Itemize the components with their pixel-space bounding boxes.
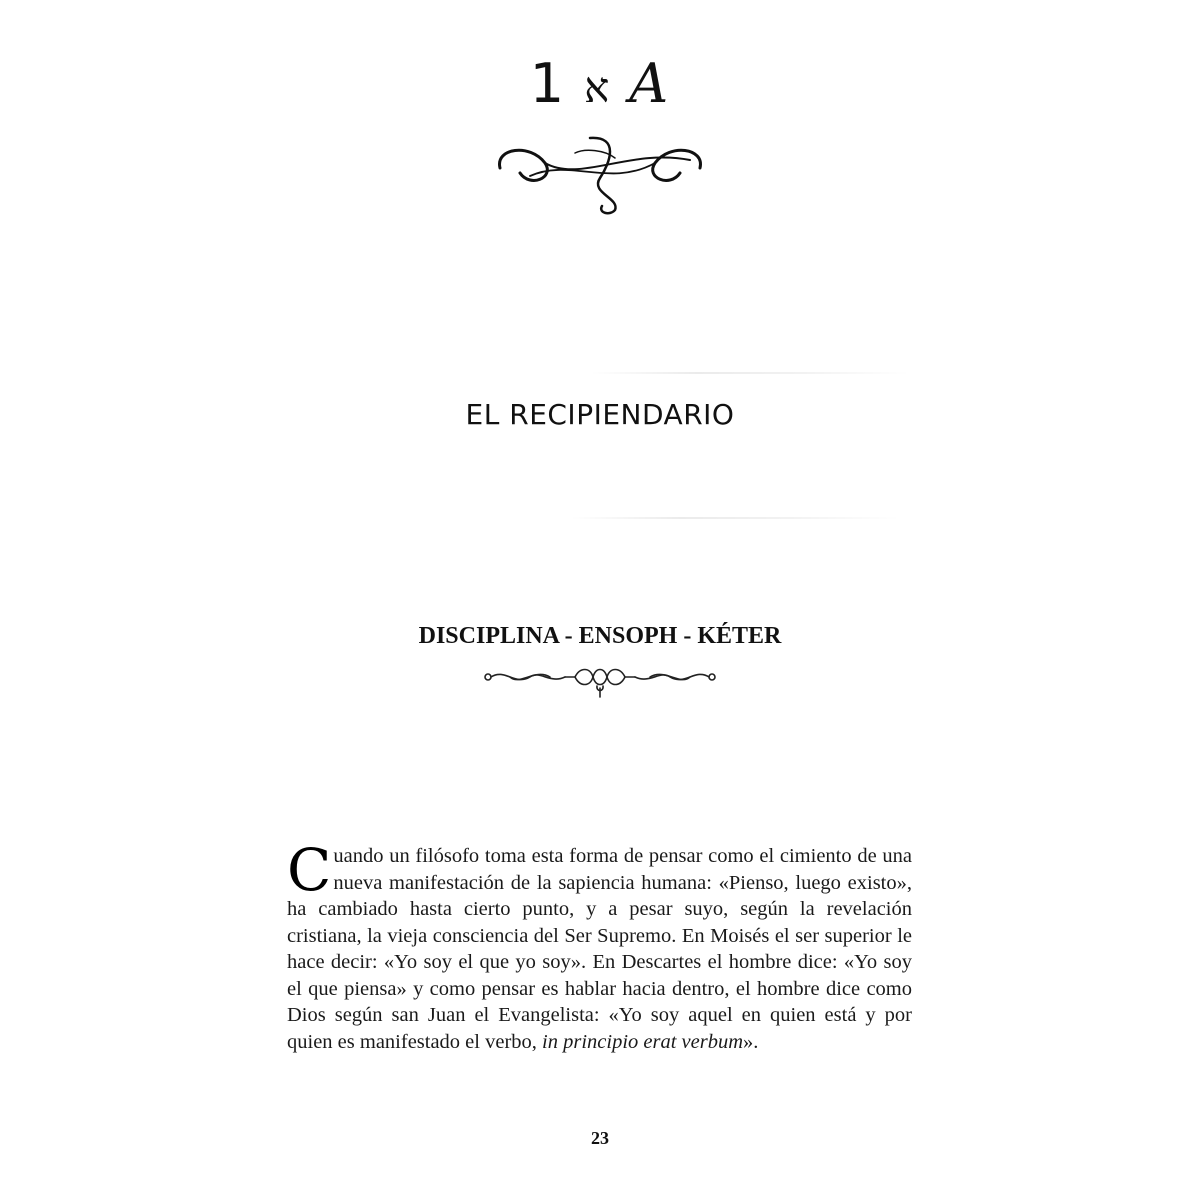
body-text-end: ». bbox=[743, 1030, 759, 1053]
faint-divider bbox=[570, 517, 900, 519]
faint-divider bbox=[590, 372, 910, 374]
latin-quote: in principio erat verbum bbox=[542, 1030, 744, 1053]
hebrew-letter: א bbox=[584, 63, 612, 112]
body-text: uando un filósofo toma esta forma de pensar como el cimiento de una nueva manifestación de la sapiencia humana: «Pienso, luego existo», ha cambiado hasta cierto punto, y a pesar suyo, según la revelación cristiana, la vieja consciencia del Ser Supremo. En Moisés el ser superior le hace decir: «Yo soy el que yo soy». En Descartes el hombre dice: «Yo soy el que piensa» y como pensar es hablar hacia dentro, el hombre dice como Dios según san Juan el Evangelista: «Yo soy aquel en quien está y por quien es manifestado el verbo, bbox=[287, 845, 912, 1053]
chapter-heading bbox=[0, 52, 1200, 120]
latin-letter: A bbox=[629, 52, 671, 115]
body-paragraph bbox=[287, 836, 912, 1055]
page-number: 23 bbox=[591, 1128, 609, 1148]
scroll-ornament-icon bbox=[480, 660, 720, 700]
drop-cap: C bbox=[287, 836, 332, 904]
subtitle: DISCIPLINA - ENSOPH - KÉTER bbox=[418, 623, 782, 649]
chapter-number: 1 bbox=[529, 52, 567, 115]
section-title: EL RECIPIENDARIO bbox=[465, 398, 735, 431]
flourish-ornament-icon bbox=[490, 128, 710, 218]
